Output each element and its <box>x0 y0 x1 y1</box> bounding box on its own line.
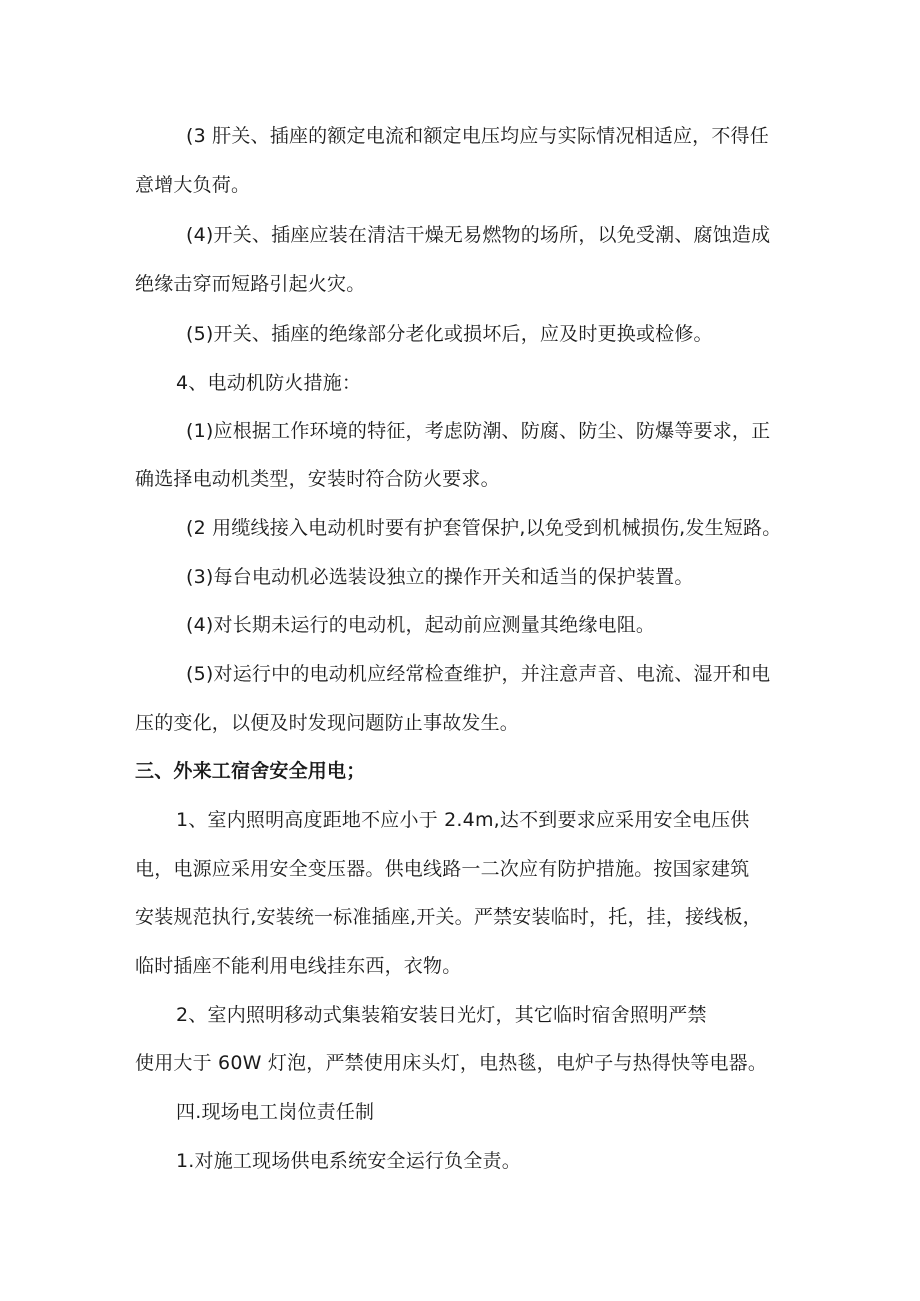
text-line: (2 用缆线接入电动机时要有护套管保护,以免受到机械损伤,发生短路。 <box>186 517 782 539</box>
text-line: 电，电源应采用安全变压器。供电线路一二次应有防护措施。按国家建筑 <box>135 858 750 880</box>
section-heading: 四.现场电工岗位责任制 <box>176 1101 375 1123</box>
text-line: 临时插座不能利用电线挂东西，衣物。 <box>135 955 462 977</box>
text-line: (5)开关、插座的绝缘部分老化或损坏后，应及时更换或检修。 <box>186 323 713 345</box>
text-line: (1)应根据工作环境的特征，考虑防潮、防腐、防尘、防爆等要求，正 <box>186 420 771 442</box>
section-heading: 4、电动机防火措施： <box>176 372 362 394</box>
text-line: (4)对长期未运行的电动机，起动前应测量其绝缘电阻。 <box>186 614 656 636</box>
text-line: (5)对运行中的电动机应经常检查维护，并注意声音、电流、湿开和电 <box>186 663 771 685</box>
text-line: 使用大于 60W 灯泡，严禁使用床头灯，电热毯，电炉子与热得快等电器。 <box>135 1052 768 1074</box>
text-line: (4)开关、插座应装在清洁干燥无易燃物的场所，以免受潮、腐蚀造成 <box>186 224 771 246</box>
text-line: 2、室内照明移动式集装箱安装日光灯，其它临时宿舍照明严禁 <box>176 1004 707 1026</box>
text-line: (3)每台电动机必选装设独立的操作开关和适当的保护装置。 <box>186 566 694 588</box>
text-line: 1.对施工现场供电系统安全运行负全责。 <box>176 1150 521 1172</box>
text-line: (3 肝关、插座的额定电流和额定电压均应与实际情况相适应，不得任 <box>186 125 769 147</box>
text-line: 意增大负荷。 <box>135 174 251 196</box>
text-line: 压的变化，以便及时发现问题防止事故发生。 <box>135 712 520 734</box>
text-line: 确选择电动机类型，安装时符合防火要求。 <box>135 468 500 490</box>
chapter-heading: 三、外来工宿舍安全用电； <box>135 760 366 782</box>
text-line: 安装规范执行,安装统一标准插座,开关。严禁安装临时，托，挂，接线板， <box>135 906 762 928</box>
text-line: 绝缘击穿而短路引起火灾。 <box>135 273 366 295</box>
text-line: 1、室内照明高度距地不应小于 2.4m,达不到要求应采用安全电压供 <box>176 809 750 831</box>
